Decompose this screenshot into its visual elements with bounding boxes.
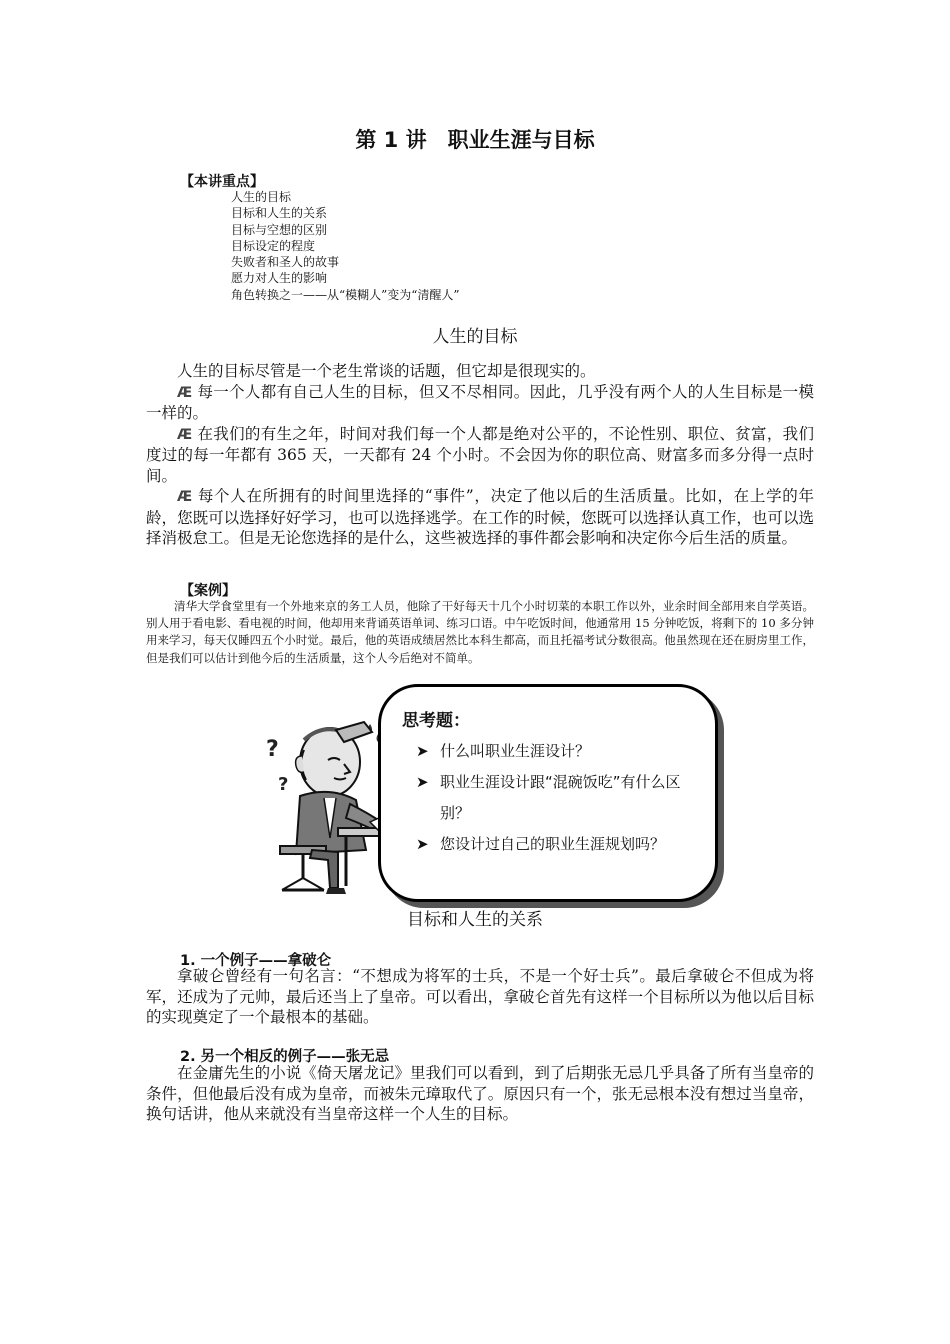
- section-life-goal-body: [146, 361, 814, 549]
- example1-text: 拿破仑曾经有一句名言：“不想成为将军的士兵，不是一个好士兵”。最后拿破仑不但成为将军，还成为了元帅，最后还当上了皇帝。可以看出，拿破仑首先有这样一个目标所以为他以后目标的实现奠定了一个最根本的基础。: [146, 967, 814, 1026]
- bullet-mark: Æ: [177, 384, 193, 401]
- think-heading: 思考题：: [402, 711, 470, 731]
- bullet-paragraph: [146, 424, 814, 487]
- section-heading-goal-relation: 目标和人生的关系: [407, 910, 543, 930]
- case-text: 清华大学食堂里有一个外地来京的务工人员，他除了干好每天十几个小时切菜的本职工作以外，业余时间全部用来自学英语。别人用于看电影、看电视的时间，他却用来背诵英语单词、练习口语。中午吃饭时间，他通常用 15 分钟吃饭，将剩下的 10 多分钟用来学习，每天仅睡四五个小时觉。最后，他的英语成绩居然比本科生都高，而且托福考试分数很高。他虽然现在还在厨房里工作，但是我们可以估计到他今后的生活质量，这个人今后绝对不简单。: [146, 599, 814, 665]
- bullet-paragraph: [146, 382, 814, 424]
- example2-text: 在金庸先生的小说《倚天屠龙记》里我们可以看到，到了后期张无忌几乎具备了所有当皇帝的条件，但他最后没有成为皇帝，而被朱元璋取代了。原因只有一个，张无忌根本没有想过当皇帝，换句话讲，他从来就没有当皇帝这样一个人生的目标。: [146, 1064, 814, 1123]
- think-questions-list: [416, 736, 704, 860]
- think-question-item: [416, 767, 704, 829]
- key-point-item: 目标设定的程度: [231, 238, 316, 253]
- arrow-right-icon: ➤: [416, 773, 429, 791]
- key-points-heading: 【本讲重点】: [180, 174, 264, 190]
- think-question-text: 职业生涯设计跟“混碗饭吃”有什么区别？: [440, 773, 681, 822]
- intro-paragraph: 人生的目标尽管是一个老生常谈的话题，但它却是很现实的。: [177, 362, 596, 380]
- think-question-text: 什么叫职业生涯设计？: [440, 742, 591, 760]
- arrow-right-icon: ➤: [416, 835, 429, 853]
- example2-heading: 2. 另一个相反的例子——张无忌: [180, 1049, 390, 1065]
- key-point-item: 目标与空想的区别: [231, 222, 328, 237]
- bullet-text: 每个人在所拥有的时间里选择的“事件”，决定了他以后的生活质量。比如，在上学的年龄，您既可以选择好好学习，也可以选择逃学。在工作的时候，您既可以选择认真工作，也可以选择消极怠工。但是无论您选择的是什么，这些被选择的事件都会影响和决定你今后生活的质量。: [146, 487, 814, 547]
- key-point-item: 失败者和圣人的故事: [231, 255, 340, 270]
- example2-body: [146, 1063, 814, 1125]
- example1-heading: 1. 一个例子——拿破仑: [180, 953, 332, 969]
- bullet-mark: Æ: [177, 489, 193, 505]
- bullet-text: 每一个人都有自己人生的目标，但又不尽相同。因此，几乎没有两个人的人生目标是一模一样的。: [146, 382, 814, 422]
- section-heading-life-goal: 人生的目标: [432, 327, 518, 347]
- key-point-item: 人生的目标: [231, 190, 292, 204]
- think-question-item: [416, 736, 704, 767]
- page-title: 第 1 讲 职业生涯与目标: [355, 128, 595, 152]
- bullet-text: 在我们的有生之年，时间对我们每一个人都是绝对公平的，不论性别、职位、贫富，我们度过的每一年都有 365 天，一天都有 24 个小时。不会因为你的职位高、财富多而多分得一点时间。: [146, 424, 814, 485]
- key-point-item: 愿力对人生的影响: [231, 271, 328, 286]
- key-point-item: 角色转换之一——从“模糊人”变为“清醒人”: [231, 287, 460, 302]
- arrow-right-icon: ➤: [416, 742, 429, 760]
- case-heading: 【案例】: [180, 583, 236, 599]
- key-point-item: 目标和人生的关系: [231, 206, 328, 221]
- bullet-paragraph: [146, 486, 814, 549]
- question-mark-icon: ?: [278, 774, 289, 795]
- think-question-text: 您设计过自己的职业生涯规划吗？: [440, 835, 666, 853]
- think-question-item: [416, 829, 704, 860]
- question-mark-icon: ?: [266, 737, 279, 762]
- case-body: [146, 598, 814, 667]
- example1-body: [146, 966, 814, 1028]
- bullet-mark: Æ: [177, 426, 193, 443]
- key-points-list: [231, 189, 460, 303]
